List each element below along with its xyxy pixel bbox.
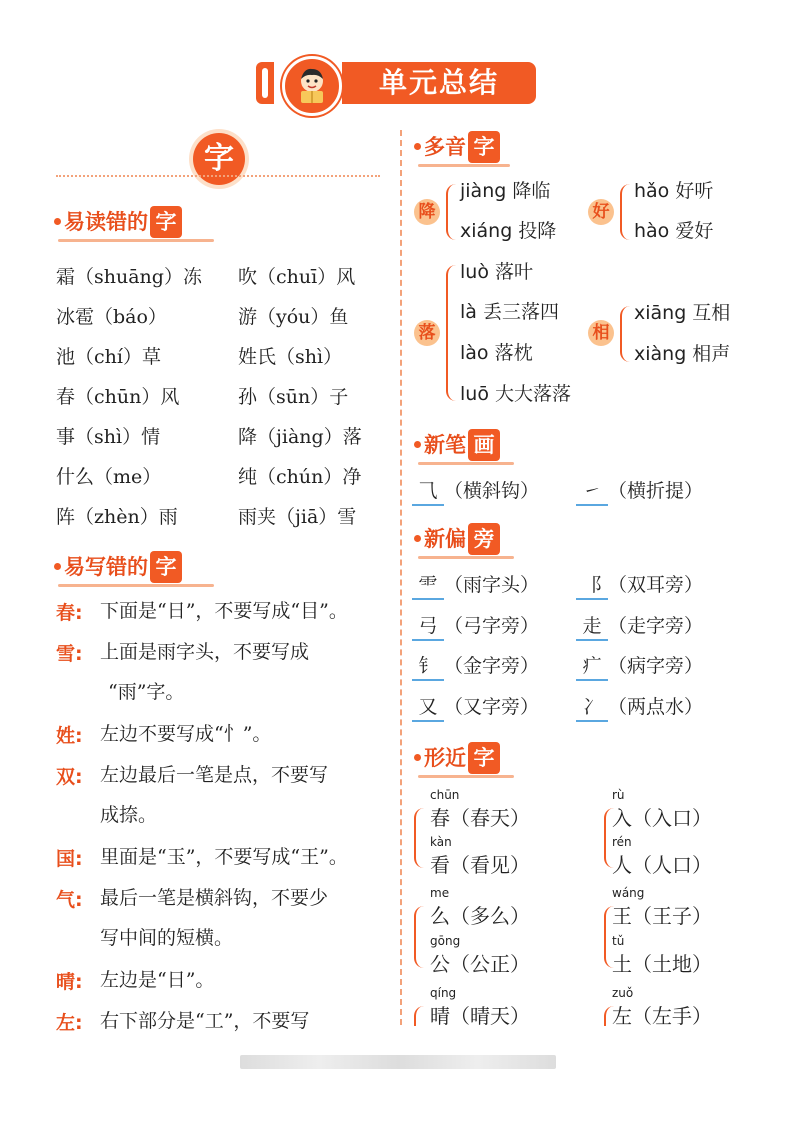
similar-item <box>430 934 530 977</box>
polyphone-char-badge: 落 <box>414 320 440 346</box>
pinyin: wáng <box>612 886 645 900</box>
similar-item <box>430 788 530 831</box>
page-title: 单元总结 <box>342 62 536 104</box>
polyphone-header-box: 字 <box>468 131 500 163</box>
polyphone-reading: luō 大大落落 <box>460 383 571 405</box>
list-item <box>56 885 391 967</box>
radical-item <box>576 613 703 641</box>
pinyin: gōng <box>430 934 461 948</box>
radical-glyph: ⻗ <box>412 572 444 600</box>
item-text: 里面是“玉”，不要写成“王”。 <box>100 846 348 868</box>
easy-read-word: 事（shì）情 <box>56 426 161 448</box>
list-item <box>56 304 386 344</box>
easy-read-word: 冰雹（báo） <box>56 306 167 328</box>
similar-char: 晴 <box>430 1004 450 1028</box>
pinyin: me <box>430 886 450 900</box>
list-item <box>56 639 391 721</box>
header-dot <box>54 218 61 225</box>
polyphone-char-badge: 相 <box>588 320 614 346</box>
radical-glyph: ⻏ <box>576 572 608 600</box>
pinyin: qíng <box>430 986 457 1000</box>
left-top-rule <box>56 175 380 177</box>
brace <box>414 1006 424 1026</box>
list-item <box>56 264 386 304</box>
item-text: 左边是“日”。 <box>100 969 215 991</box>
item-text-cont: 写中间的短横。 <box>100 927 234 949</box>
radical-name: （雨字头） <box>444 574 540 596</box>
similar-item <box>612 886 712 929</box>
radicals-header-box: 旁 <box>468 523 500 555</box>
stroke-name: （横折提） <box>608 480 704 502</box>
list-item <box>56 762 391 844</box>
item-text: 最后一笔是横斜钩，不要少 <box>100 887 329 909</box>
radical-item <box>412 694 539 722</box>
similar-item <box>612 986 712 1029</box>
list-item <box>56 424 386 464</box>
polyphone-reading: jiàng 降临 <box>460 180 551 202</box>
item-key: 晴: <box>56 971 83 993</box>
similar-char: 人 <box>612 853 632 877</box>
blurred-footer <box>240 1055 556 1069</box>
radicals-header <box>418 523 514 555</box>
header-underline <box>418 462 514 465</box>
radical-name: （又字旁） <box>444 696 540 718</box>
radical-glyph: ⼸ <box>412 613 444 641</box>
header-underline <box>418 556 514 559</box>
brace <box>620 306 630 362</box>
radical-item <box>412 572 539 600</box>
polyphone-char-badge: 降 <box>414 199 440 225</box>
radical-name: （双耳旁） <box>608 574 704 596</box>
similar-header-box: 字 <box>468 742 500 774</box>
item-text: 左边不要写成“忄”。 <box>100 723 272 745</box>
polyphone-header-text: 多音 <box>424 135 466 159</box>
stroke-item <box>412 478 539 506</box>
similar-char: 公 <box>430 952 450 976</box>
polyphone-reading: là 丢三落四 <box>460 301 559 323</box>
list-item <box>56 844 391 885</box>
radical-glyph: ⼜ <box>412 694 444 722</box>
brace <box>446 265 456 401</box>
polyphone-reading: xiāng 互相 <box>634 302 731 324</box>
strokes-header-box: 画 <box>468 429 500 461</box>
radical-item <box>412 613 539 641</box>
polyphone-reading: hào 爱好 <box>634 220 714 242</box>
header-dot <box>414 441 421 448</box>
radical-item <box>576 694 703 722</box>
easy-write-list <box>56 598 391 1038</box>
stroke-name: （横斜钩） <box>444 480 540 502</box>
pinyin: zuǒ <box>612 986 634 1000</box>
easy-read-word: 孙（sūn）子 <box>238 386 349 408</box>
item-key: 姓: <box>56 725 83 747</box>
similar-header <box>418 742 514 774</box>
easy-write-header-box: 字 <box>150 551 182 583</box>
easy-read-word: 游（yóu）鱼 <box>238 306 349 328</box>
similar-char: 么 <box>430 904 450 928</box>
radical-glyph: 疒 <box>576 653 608 681</box>
list-item <box>56 464 386 504</box>
easy-read-list <box>56 264 386 544</box>
item-key: 左: <box>56 1012 83 1034</box>
polyphone-reading: xiàng 相声 <box>634 343 731 365</box>
header-underline <box>58 584 214 587</box>
easy-read-word: 姓氏（shì） <box>238 346 343 368</box>
item-key: 国: <box>56 848 83 870</box>
stroke-glyph: ㇀ <box>576 478 608 506</box>
radical-item <box>412 653 539 681</box>
item-text: 左边最后一笔是点，不要写 <box>100 764 329 786</box>
easy-read-header-text: 易读错的 <box>64 210 148 234</box>
item-text-cont: “雨”字。 <box>108 681 185 703</box>
item-text: 右下部分是“工”，不要写 <box>100 1010 310 1032</box>
similar-char: 入 <box>612 806 632 830</box>
pinyin: tǔ <box>612 934 625 948</box>
item-text-cont: 成捺。 <box>100 804 158 826</box>
similar-item <box>430 835 530 878</box>
header-underline <box>418 164 510 167</box>
character-circle-badge: 字 <box>193 133 245 185</box>
easy-read-word: 雨夹（jiā）雪 <box>238 506 357 528</box>
polyphone-reading: hǎo 好听 <box>634 180 714 202</box>
similar-char: 左 <box>612 1004 632 1028</box>
radical-name: （两点水） <box>608 696 704 718</box>
easy-read-word: 纯（chún）净 <box>238 466 362 488</box>
list-item <box>56 344 386 384</box>
easy-write-header-text: 易写错的 <box>64 555 148 579</box>
list-item <box>56 504 386 544</box>
easy-read-header-box: 字 <box>150 206 182 238</box>
similar-word: （王子） <box>632 904 712 928</box>
item-text: 下面是“日”，不要写成“目”。 <box>100 600 348 622</box>
radical-name: （金字旁） <box>444 655 540 677</box>
similar-word: （公正） <box>450 952 530 976</box>
similar-item <box>612 934 712 977</box>
pinyin: chūn <box>430 788 460 802</box>
similar-word: （左手） <box>632 1004 712 1028</box>
polyphone-char-badge: 好 <box>588 199 614 225</box>
banner-bracket <box>256 62 274 104</box>
strokes-header-text: 新笔 <box>424 433 466 457</box>
header-dot <box>414 143 421 150</box>
brace <box>414 808 424 868</box>
item-key: 双: <box>56 766 83 788</box>
similar-header-text: 形近 <box>424 746 466 770</box>
similar-word: （春天） <box>450 806 530 830</box>
radicals-header-text: 新偏 <box>424 527 466 551</box>
polyphone-header <box>418 131 510 163</box>
header-dot <box>414 754 421 761</box>
similar-char: 土 <box>612 952 632 976</box>
column-divider <box>400 130 402 1025</box>
similar-char: 王 <box>612 904 632 928</box>
pinyin: rén <box>612 835 632 849</box>
similar-item <box>612 788 712 831</box>
similar-item <box>430 886 530 929</box>
title-banner <box>256 62 536 104</box>
list-item <box>56 1008 391 1038</box>
similar-word: （看见） <box>450 853 530 877</box>
similar-word: （入口） <box>632 806 712 830</box>
item-key: 雪: <box>56 643 83 665</box>
easy-read-word: 阵（zhèn）雨 <box>56 506 178 528</box>
easy-read-word: 降（jiàng）落 <box>238 426 362 448</box>
easy-read-word: 池（chí）草 <box>56 346 161 368</box>
stroke-glyph: ⺄ <box>412 478 444 506</box>
reading-boy-icon <box>282 56 342 116</box>
similar-item <box>430 986 530 1029</box>
pinyin: kàn <box>430 835 452 849</box>
easy-write-header <box>58 551 214 583</box>
item-key: 气: <box>56 889 83 911</box>
header-dot <box>54 563 61 570</box>
brace <box>414 906 424 968</box>
similar-word: （土地） <box>632 952 712 976</box>
list-item <box>56 721 391 762</box>
strokes-header <box>418 429 514 461</box>
similar-word: （多么） <box>450 904 530 928</box>
radical-name: （走字旁） <box>608 615 704 637</box>
radical-item <box>576 572 703 600</box>
header-underline <box>418 775 514 778</box>
radical-item <box>576 653 703 681</box>
similar-word: （人口） <box>632 853 712 877</box>
polyphone-reading: xiáng 投降 <box>460 220 557 242</box>
easy-read-word: 什么（me） <box>56 466 162 488</box>
list-item <box>56 967 391 1008</box>
polyphone-reading: lào 落枕 <box>460 342 533 364</box>
item-key: 春: <box>56 602 83 624</box>
stroke-item <box>576 478 703 506</box>
polyphone-reading: luò 落叶 <box>460 261 533 283</box>
item-text: 上面是雨字头，不要写成 <box>100 641 310 663</box>
easy-read-word: 吹（chuī）风 <box>238 266 356 288</box>
easy-read-header <box>58 206 214 238</box>
similar-word: （晴天） <box>450 1004 530 1028</box>
header-dot <box>414 535 421 542</box>
radical-glyph: ⾛ <box>576 613 608 641</box>
similar-char: 看 <box>430 853 450 877</box>
similar-item <box>612 835 712 878</box>
pinyin: rù <box>612 788 625 802</box>
header-underline <box>58 239 214 242</box>
similar-char: 春 <box>430 806 450 830</box>
easy-read-word: 霜（shuāng）冻 <box>56 266 202 288</box>
radical-name: （病字旁） <box>608 655 704 677</box>
brace <box>446 184 456 240</box>
brace <box>620 184 630 240</box>
radical-glyph: 钅 <box>412 653 444 681</box>
radical-name: （弓字旁） <box>444 615 540 637</box>
list-item <box>56 384 386 424</box>
radical-glyph: 冫 <box>576 694 608 722</box>
easy-read-word: 春（chūn）风 <box>56 386 180 408</box>
list-item <box>56 598 391 639</box>
